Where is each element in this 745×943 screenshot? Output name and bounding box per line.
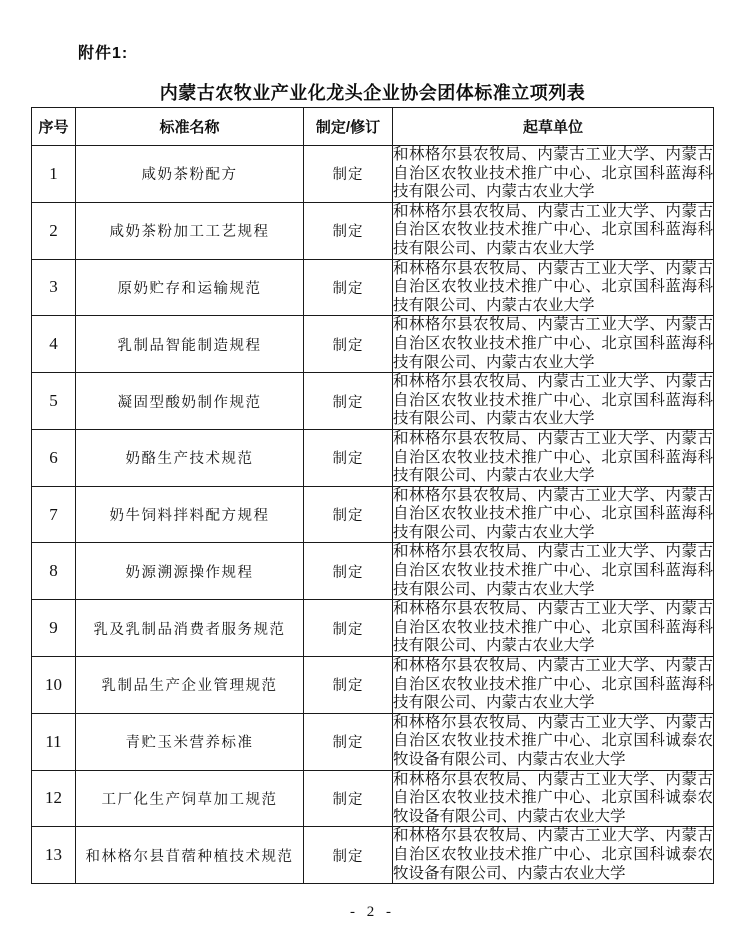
table-row xyxy=(32,486,714,543)
standard-name-cell: 奶酪生产技术规范 xyxy=(76,429,304,486)
drafter-cell: 和林格尔县农牧局、内蒙古工业大学、内蒙古自治区农牧业技术推广中心、北京国科蓝海科技有限公司、内蒙古农业大学 xyxy=(393,316,714,373)
table-row xyxy=(32,713,714,770)
drafter-cell: 和林格尔县农牧局、内蒙古工业大学、内蒙古自治区农牧业技术推广中心、北京国科诚泰农牧设备有限公司、内蒙古农业大学 xyxy=(393,770,714,827)
attachment-label: 附件1: xyxy=(78,45,129,62)
type-cell: 制定 xyxy=(304,202,393,259)
table-row xyxy=(32,202,714,259)
table-row xyxy=(32,543,714,600)
row-no-cell: 6 xyxy=(32,429,76,486)
table-row xyxy=(32,770,714,827)
drafter-cell: 和林格尔县农牧局、内蒙古工业大学、内蒙古自治区农牧业技术推广中心、北京国科蓝海科技有限公司、内蒙古农业大学 xyxy=(393,373,714,430)
row-no-cell: 9 xyxy=(32,600,76,657)
table-row xyxy=(32,600,714,657)
row-no-cell: 7 xyxy=(32,486,76,543)
row-no-cell: 12 xyxy=(32,770,76,827)
type-cell: 制定 xyxy=(304,713,393,770)
drafter-cell: 和林格尔县农牧局、内蒙古工业大学、内蒙古自治区农牧业技术推广中心、北京国科蓝海科技有限公司、内蒙古农业大学 xyxy=(393,259,714,316)
header-drafter: 起草单位 xyxy=(393,108,714,146)
table-row xyxy=(32,146,714,203)
table-row xyxy=(32,373,714,430)
row-no-cell: 8 xyxy=(32,543,76,600)
drafter-cell: 和林格尔县农牧局、内蒙古工业大学、内蒙古自治区农牧业技术推广中心、北京国科蓝海科技有限公司、内蒙古农业大学 xyxy=(393,146,714,203)
type-cell: 制定 xyxy=(304,146,393,203)
row-no-cell: 13 xyxy=(32,827,76,884)
page-number: - 2 - xyxy=(350,904,395,920)
row-no-cell: 11 xyxy=(32,713,76,770)
standard-name-cell: 青贮玉米营养标准 xyxy=(76,713,304,770)
header-standard-name: 标准名称 xyxy=(76,108,304,146)
drafter-cell: 和林格尔县农牧局、内蒙古工业大学、内蒙古自治区农牧业技术推广中心、北京国科蓝海科技有限公司、内蒙古农业大学 xyxy=(393,543,714,600)
drafter-cell: 和林格尔县农牧局、内蒙古工业大学、内蒙古自治区农牧业技术推广中心、北京国科蓝海科技有限公司、内蒙古农业大学 xyxy=(393,657,714,714)
table-row xyxy=(32,657,714,714)
type-cell: 制定 xyxy=(304,259,393,316)
header-no: 序号 xyxy=(32,108,76,146)
standard-name-cell: 乳制品生产企业管理规范 xyxy=(76,657,304,714)
table-row xyxy=(32,429,714,486)
standard-name-cell: 咸奶茶粉加工工艺规程 xyxy=(76,202,304,259)
standard-name-cell: 凝固型酸奶制作规范 xyxy=(76,373,304,430)
table-row xyxy=(32,316,714,373)
table-row xyxy=(32,259,714,316)
type-cell: 制定 xyxy=(304,600,393,657)
row-no-cell: 5 xyxy=(32,373,76,430)
standard-name-cell: 原奶贮存和运输规范 xyxy=(76,259,304,316)
drafter-cell: 和林格尔县农牧局、内蒙古工业大学、内蒙古自治区农牧业技术推广中心、北京国科蓝海科技有限公司、内蒙古农业大学 xyxy=(393,202,714,259)
row-no-cell: 3 xyxy=(32,259,76,316)
row-no-cell: 10 xyxy=(32,657,76,714)
drafter-cell: 和林格尔县农牧局、内蒙古工业大学、内蒙古自治区农牧业技术推广中心、北京国科蓝海科技有限公司、内蒙古农业大学 xyxy=(393,600,714,657)
type-cell: 制定 xyxy=(304,543,393,600)
standard-name-cell: 乳制品智能制造规程 xyxy=(76,316,304,373)
type-cell: 制定 xyxy=(304,770,393,827)
table-row xyxy=(32,827,714,884)
type-cell: 制定 xyxy=(304,657,393,714)
row-no-cell: 2 xyxy=(32,202,76,259)
standard-name-cell: 乳及乳制品消费者服务规范 xyxy=(76,600,304,657)
type-cell: 制定 xyxy=(304,486,393,543)
header-type: 制定/修订 xyxy=(304,108,393,146)
row-no-cell: 4 xyxy=(32,316,76,373)
standard-name-cell: 奶源溯源操作规程 xyxy=(76,543,304,600)
type-cell: 制定 xyxy=(304,373,393,430)
page-title: 内蒙古农牧业产业化龙头企业协会团体标准立项列表 xyxy=(159,83,586,103)
type-cell: 制定 xyxy=(304,827,393,884)
standard-name-cell: 咸奶茶粉配方 xyxy=(76,146,304,203)
type-cell: 制定 xyxy=(304,316,393,373)
standard-name-cell: 工厂化生产饲草加工规范 xyxy=(76,770,304,827)
drafter-cell: 和林格尔县农牧局、内蒙古工业大学、内蒙古自治区农牧业技术推广中心、北京国科蓝海科技有限公司、内蒙古农业大学 xyxy=(393,429,714,486)
row-no-cell: 1 xyxy=(32,146,76,203)
type-cell: 制定 xyxy=(304,429,393,486)
standard-name-cell: 奶牛饲料拌料配方规程 xyxy=(76,486,304,543)
table-header-row xyxy=(32,108,714,146)
standards-table xyxy=(31,107,714,884)
standard-name-cell: 和林格尔县苜蓿种植技术规范 xyxy=(76,827,304,884)
drafter-cell: 和林格尔县农牧局、内蒙古工业大学、内蒙古自治区农牧业技术推广中心、北京国科诚泰农牧设备有限公司、内蒙古农业大学 xyxy=(393,827,714,884)
drafter-cell: 和林格尔县农牧局、内蒙古工业大学、内蒙古自治区农牧业技术推广中心、北京国科蓝海科技有限公司、内蒙古农业大学 xyxy=(393,486,714,543)
drafter-cell: 和林格尔县农牧局、内蒙古工业大学、内蒙古自治区农牧业技术推广中心、北京国科诚泰农牧设备有限公司、内蒙古农业大学 xyxy=(393,713,714,770)
